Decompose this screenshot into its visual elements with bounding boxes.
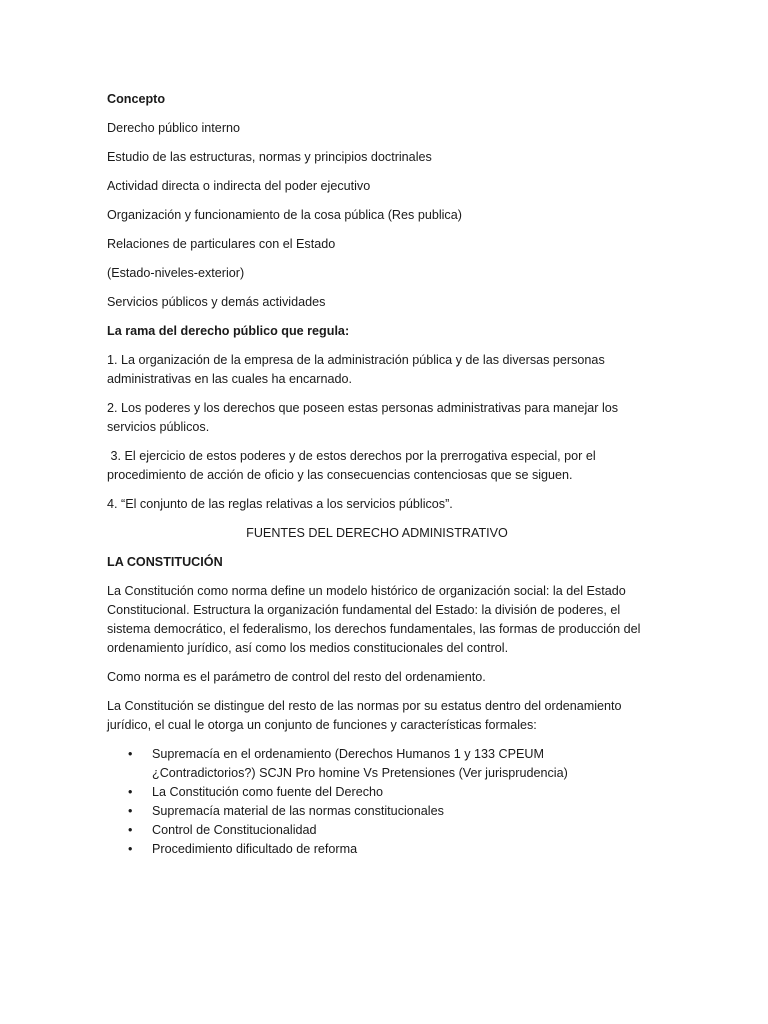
numbered-item: 2. Los poderes y los derechos que poseen estas personas administrativas para manejar los servicios públicos. — [107, 401, 619, 434]
bullet-item — [107, 745, 647, 783]
concept-line: Actividad directa o indirecta del poder ejecutivo — [107, 179, 371, 193]
concept-line: Derecho público interno — [107, 121, 241, 135]
bullet-text: Control de Constitucionalidad — [152, 823, 317, 837]
concept-line: Relaciones de particulares con el Estado — [107, 237, 336, 251]
concept-line: Organización y funcionamiento de la cosa pública (Res publica) — [107, 208, 462, 222]
numbered-item: 1. La organización de la empresa de la administración pública y de las diversas personas administrativas en las cuales ha encarnado. — [107, 353, 605, 386]
bullet-item — [107, 783, 647, 802]
heading-constitucion: LA CONSTITUCIÓN — [107, 555, 223, 569]
constitucion-paragraph: La Constitución se distingue del resto de las normas por su estatus dentro del ordenamiento jurídico, el cual le otorga un conjunto de funciones y características formales: — [107, 699, 622, 732]
constitucion-paragraph: Como norma es el parámetro de control del resto del ordenamiento. — [107, 670, 486, 684]
concept-line: (Estado-niveles-exterior) — [107, 266, 245, 280]
bullet-glyph: • — [128, 823, 133, 837]
bullet-glyph: • — [128, 785, 133, 799]
bullet-text: Procedimiento dificultado de reforma — [152, 842, 358, 856]
heading-rama: La rama del derecho público que regula: — [107, 324, 350, 338]
concept-line: Servicios públicos y demás actividades — [107, 295, 326, 309]
bullet-item — [107, 840, 647, 859]
document-page — [107, 90, 647, 859]
constitucion-paragraph: La Constitución como norma define un modelo histórico de organización social: la del Estado Constitucional. Estructura la organización fundamental del Estado: la división de poderes, el sistema democrático, el federalismo, los derechos fundamentales, las formas de producción del ordenamiento jurídico, así como los medios constitucionales del control. — [107, 584, 641, 655]
numbered-item: 3. El ejercicio de estos poderes y de estos derechos por la prerrogativa especial, por el procedimiento de acción de oficio y las consecuencias contenciosas que se siguen. — [107, 449, 600, 482]
bullet-text: La Constitución como fuente del Derecho — [152, 785, 384, 799]
concept-line: Estudio de las estructuras, normas y principios doctrinales — [107, 150, 432, 164]
bullet-item — [107, 821, 647, 840]
bullet-glyph: • — [128, 747, 133, 761]
bullet-text: Supremacía material de las normas constitucionales — [152, 804, 444, 818]
bullet-glyph: • — [128, 842, 133, 856]
bullet-list — [107, 745, 647, 859]
numbered-item: 4. “El conjunto de las reglas relativas a los servicios públicos”. — [107, 497, 453, 511]
heading-concepto: Concepto — [107, 92, 166, 106]
heading-fuentes: FUENTES DEL DERECHO ADMINISTRATIVO — [246, 526, 508, 540]
bullet-text: Supremacía en el ordenamiento (Derechos Humanos 1 y 133 CPEUM ¿Contradictorios?) SCJN Pro homine Vs Pretensiones (Ver jurisprudencia) — [152, 747, 568, 780]
bullet-item — [107, 802, 647, 821]
bullet-glyph: • — [128, 804, 133, 818]
